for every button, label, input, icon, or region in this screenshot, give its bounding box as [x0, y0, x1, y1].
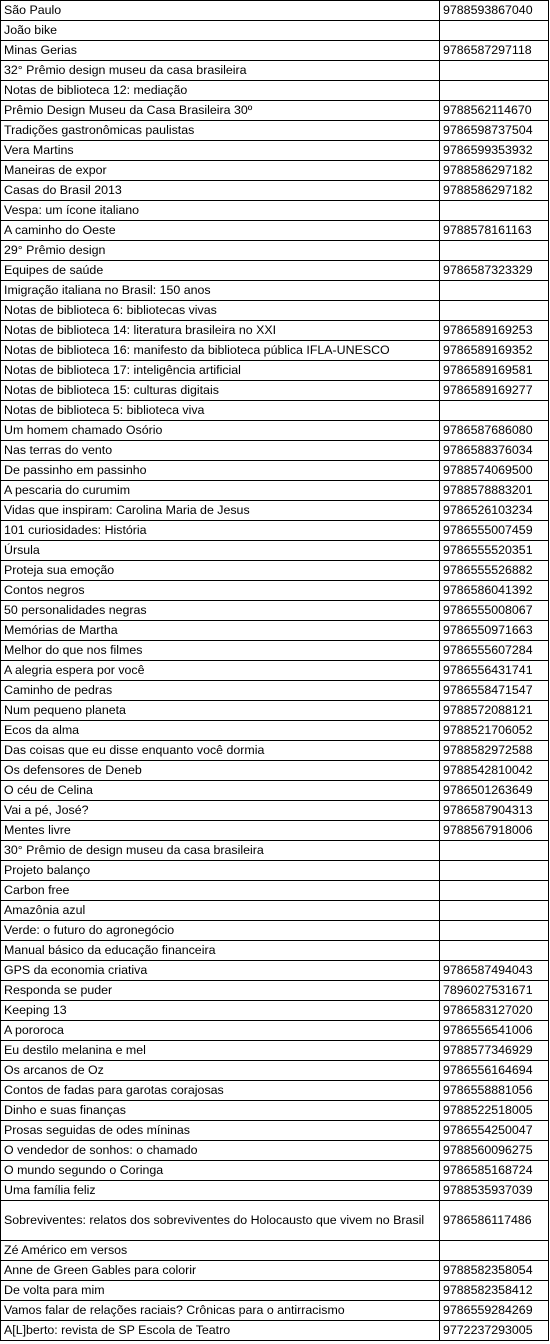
isbn-cell[interactable]: 9786555607284	[440, 641, 549, 661]
isbn-cell[interactable]	[440, 941, 549, 961]
title-cell[interactable]: Vamos falar de relações raciais? Crônicas para o antirracismo	[1, 1301, 440, 1321]
isbn-cell[interactable]: 9788582358412	[440, 1281, 549, 1301]
isbn-cell[interactable]: 9788567918006	[440, 821, 549, 841]
title-cell[interactable]: Sobreviventes: relatos dos sobreviventes do Holocausto que vivem no Brasil	[1, 1201, 440, 1241]
table-row	[1, 961, 549, 981]
isbn-cell[interactable]	[440, 201, 549, 221]
title-cell[interactable]: Anne de Green Gables para colorir	[1, 1261, 440, 1281]
title-cell[interactable]: Tradições gastronômicas paulistas	[1, 121, 440, 141]
isbn-cell[interactable]	[440, 921, 549, 941]
table-row	[1, 641, 549, 661]
title-cell[interactable]: De volta para mim	[1, 1281, 440, 1301]
title-cell[interactable]: O mundo segundo o Coringa	[1, 1161, 440, 1181]
title-cell[interactable]: Vidas que inspiram: Carolina Maria de Jesus	[1, 501, 440, 521]
table-row	[1, 1161, 549, 1181]
isbn-cell[interactable]: 9786555008067	[440, 601, 549, 621]
title-cell[interactable]: Caminho de pedras	[1, 681, 440, 701]
title-cell[interactable]: De passinho em passinho	[1, 461, 440, 481]
isbn-cell[interactable]: 9788578161163	[440, 221, 549, 241]
title-cell[interactable]: O céu de Celina	[1, 781, 440, 801]
table-row	[1, 1101, 549, 1121]
table-row	[1, 481, 549, 501]
title-cell[interactable]: Equipes de saúde	[1, 261, 440, 281]
table-row	[1, 1241, 549, 1261]
isbn-cell[interactable]: 9786554250047	[440, 1121, 549, 1141]
table-row	[1, 281, 549, 301]
table-row	[1, 541, 549, 561]
isbn-cell[interactable]: 9786587904313	[440, 801, 549, 821]
table-row	[1, 461, 549, 481]
table-row	[1, 261, 549, 281]
title-cell[interactable]: O vendedor de sonhos: o chamado	[1, 1141, 440, 1161]
table-row	[1, 621, 549, 641]
isbn-cell[interactable]: 9786556431741	[440, 661, 549, 681]
table-row	[1, 781, 549, 801]
title-cell[interactable]: Responda se puder	[1, 981, 440, 1001]
title-cell[interactable]: Os arcanos de Oz	[1, 1061, 440, 1081]
title-cell[interactable]: Notas de biblioteca 12: mediação	[1, 81, 440, 101]
title-cell[interactable]: Os defensores de Deneb	[1, 761, 440, 781]
title-cell[interactable]: Contos negros	[1, 581, 440, 601]
table-row	[1, 841, 549, 861]
isbn-cell[interactable]	[440, 81, 549, 101]
title-cell[interactable]: Num pequeno planeta	[1, 701, 440, 721]
isbn-cell[interactable]: 9788522518005	[440, 1101, 549, 1121]
title-cell[interactable]: Maneiras de expor	[1, 161, 440, 181]
table-row	[1, 81, 549, 101]
isbn-cell[interactable]: 9786555526882	[440, 561, 549, 581]
table-row	[1, 1081, 549, 1101]
isbn-cell[interactable]: 9786589169253	[440, 321, 549, 341]
table-row	[1, 581, 549, 601]
title-cell[interactable]: GPS da economia criativa	[1, 961, 440, 981]
title-cell[interactable]: Zé Américo em versos	[1, 1241, 440, 1261]
title-cell[interactable]: A pescaria do curumim	[1, 481, 440, 501]
title-cell[interactable]: Contos de fadas para garotas corajosas	[1, 1081, 440, 1101]
table-row	[1, 601, 549, 621]
table-row	[1, 501, 549, 521]
table-row	[1, 241, 549, 261]
table-row	[1, 101, 549, 121]
isbn-cell[interactable]: 9788586297182	[440, 161, 549, 181]
table-row	[1, 1001, 549, 1021]
title-cell[interactable]: Ecos da alma	[1, 721, 440, 741]
table-row	[1, 1181, 549, 1201]
table-row	[1, 901, 549, 921]
isbn-cell[interactable]: 9786599353932	[440, 141, 549, 161]
isbn-cell[interactable]: 9786526103234	[440, 501, 549, 521]
isbn-cell[interactable]: 9772237293005	[440, 1321, 549, 1341]
title-cell[interactable]: São Paulo	[1, 1, 440, 21]
isbn-cell[interactable]	[440, 61, 549, 81]
isbn-cell[interactable]: 9786587494043	[440, 961, 549, 981]
title-cell[interactable]: Mentes livre	[1, 821, 440, 841]
table-row	[1, 61, 549, 81]
isbn-cell[interactable]	[440, 861, 549, 881]
isbn-cell[interactable]	[440, 241, 549, 261]
table-row	[1, 221, 549, 241]
table-row	[1, 181, 549, 201]
table-row	[1, 41, 549, 61]
isbn-cell[interactable]: 9788578883201	[440, 481, 549, 501]
table-row	[1, 301, 549, 321]
title-cell[interactable]: A pororoca	[1, 1021, 440, 1041]
isbn-cell[interactable]	[440, 901, 549, 921]
isbn-cell[interactable]: 7896027531671	[440, 981, 549, 1001]
table-row	[1, 141, 549, 161]
title-cell[interactable]: Prêmio Design Museu da Casa Brasileira 30º	[1, 101, 440, 121]
isbn-cell[interactable]: 9786550971663	[440, 621, 549, 641]
isbn-cell[interactable]: 9786589169581	[440, 361, 549, 381]
isbn-cell[interactable]: 9786598737504	[440, 121, 549, 141]
title-cell[interactable]: A caminho do Oeste	[1, 221, 440, 241]
title-cell[interactable]: Minas Gerias	[1, 41, 440, 61]
isbn-cell[interactable]: 9786501263649	[440, 781, 549, 801]
title-cell[interactable]: Nas terras do vento	[1, 441, 440, 461]
isbn-cell[interactable]: 9786589169277	[440, 381, 549, 401]
table-row	[1, 1261, 549, 1281]
table-row	[1, 721, 549, 741]
isbn-cell[interactable]: 9788582972588	[440, 741, 549, 761]
isbn-cell[interactable]: 9786587297118	[440, 41, 549, 61]
table-row	[1, 1321, 549, 1341]
table-row	[1, 381, 549, 401]
isbn-cell[interactable]: 9786587686080	[440, 421, 549, 441]
isbn-cell[interactable]: 9786588376034	[440, 441, 549, 461]
isbn-cell[interactable]: 9786585168724	[440, 1161, 549, 1181]
table-row	[1, 1021, 549, 1041]
isbn-cell[interactable]	[440, 881, 549, 901]
title-cell[interactable]: Keeping 13	[1, 1001, 440, 1021]
title-cell[interactable]: Notas de biblioteca 16: manifesto da biblioteca pública IFLA-UNESCO	[1, 341, 440, 361]
title-cell[interactable]: 30° Prêmio de design museu da casa brasileira	[1, 841, 440, 861]
title-cell[interactable]: 50 personalidades negras	[1, 601, 440, 621]
title-cell[interactable]: 29° Prêmio design	[1, 241, 440, 261]
title-cell[interactable]: Notas de biblioteca 5: biblioteca viva	[1, 401, 440, 421]
title-cell[interactable]: Das coisas que eu disse enquanto você dormia	[1, 741, 440, 761]
title-cell[interactable]: Uma família feliz	[1, 1181, 440, 1201]
table-row	[1, 821, 549, 841]
isbn-cell[interactable]: 9788593867040	[440, 1, 549, 21]
isbn-cell[interactable]	[440, 841, 549, 861]
title-cell[interactable]: Casas do Brasil 2013	[1, 181, 440, 201]
table-row	[1, 741, 549, 761]
title-cell[interactable]: Notas de biblioteca 15: culturas digitais	[1, 381, 440, 401]
isbn-cell[interactable]: 9786559284269	[440, 1301, 549, 1321]
isbn-cell[interactable]: 9788574069500	[440, 461, 549, 481]
isbn-cell[interactable]: 9786583127020	[440, 1001, 549, 1021]
title-cell[interactable]: Notas de biblioteca 17: inteligência artificial	[1, 361, 440, 381]
title-cell[interactable]: 32° Prêmio design museu da casa brasileira	[1, 61, 440, 81]
title-cell[interactable]: Projeto balanço	[1, 861, 440, 881]
title-cell[interactable]: Proteja sua emoção	[1, 561, 440, 581]
table-row	[1, 401, 549, 421]
isbn-cell[interactable]: 9786555007459	[440, 521, 549, 541]
title-cell[interactable]: Melhor do que nos filmes	[1, 641, 440, 661]
title-cell[interactable]: Vai a pé, José?	[1, 801, 440, 821]
isbn-cell[interactable]: 9786556164694	[440, 1061, 549, 1081]
isbn-cell[interactable]: 9788560096275	[440, 1141, 549, 1161]
isbn-cell[interactable]	[440, 1241, 549, 1261]
table-row	[1, 1061, 549, 1081]
spreadsheet-body	[1, 1, 549, 1341]
title-cell[interactable]: Amazônia azul	[1, 901, 440, 921]
table-row	[1, 361, 549, 381]
isbn-cell[interactable]: 9786586041392	[440, 581, 549, 601]
table-row	[1, 321, 549, 341]
title-cell[interactable]: Dinho e suas finanças	[1, 1101, 440, 1121]
isbn-cell[interactable]: 9788535937039	[440, 1181, 549, 1201]
table-row	[1, 341, 549, 361]
table-row	[1, 1121, 549, 1141]
table-row	[1, 441, 549, 461]
table-row	[1, 521, 549, 541]
title-cell[interactable]: A alegria espera por você	[1, 661, 440, 681]
isbn-cell[interactable]: 9786587323329	[440, 261, 549, 281]
title-cell[interactable]: Vespa: um ícone italiano	[1, 201, 440, 221]
table-row	[1, 21, 549, 41]
table-row	[1, 661, 549, 681]
table-row	[1, 161, 549, 181]
table-row	[1, 861, 549, 881]
table-row	[1, 881, 549, 901]
isbn-cell[interactable]: 9788562114670	[440, 101, 549, 121]
isbn-cell[interactable]: 9786586117486	[440, 1201, 549, 1241]
title-cell[interactable]: Verde: o futuro do agronegócio	[1, 921, 440, 941]
isbn-cell[interactable]	[440, 281, 549, 301]
table-row	[1, 761, 549, 781]
table-row	[1, 981, 549, 1001]
isbn-cell[interactable]: 9788572088121	[440, 701, 549, 721]
table-row	[1, 701, 549, 721]
title-cell[interactable]: A[L]berto: revista de SP Escola de Teatro	[1, 1321, 440, 1341]
isbn-cell[interactable]: 9788577346929	[440, 1041, 549, 1061]
title-cell[interactable]: Um homem chamado Osório	[1, 421, 440, 441]
table-row	[1, 941, 549, 961]
table-row	[1, 561, 549, 581]
table-row	[1, 121, 549, 141]
title-cell[interactable]: Vera Martins	[1, 141, 440, 161]
title-cell[interactable]: Notas de biblioteca 14: literatura brasileira no XXI	[1, 321, 440, 341]
table-row	[1, 801, 549, 821]
table-row	[1, 1, 549, 21]
isbn-cell[interactable]: 9786555520351	[440, 541, 549, 561]
table-row	[1, 1201, 549, 1241]
table-row	[1, 201, 549, 221]
isbn-cell[interactable]	[440, 401, 549, 421]
isbn-cell[interactable]: 9788586297182	[440, 181, 549, 201]
title-cell[interactable]: Prosas seguidas de odes míninas	[1, 1121, 440, 1141]
isbn-cell[interactable]: 9786558881056	[440, 1081, 549, 1101]
table-row	[1, 421, 549, 441]
isbn-cell[interactable]: 9786556541006	[440, 1021, 549, 1041]
title-cell[interactable]: 101 curiosidades: História	[1, 521, 440, 541]
title-cell[interactable]: Eu destilo melanina e mel	[1, 1041, 440, 1061]
table-row	[1, 1141, 549, 1161]
title-cell[interactable]: Manual básico da educação financeira	[1, 941, 440, 961]
isbn-cell[interactable]: 9786558471547	[440, 681, 549, 701]
isbn-cell[interactable]	[440, 21, 549, 41]
table-row	[1, 1041, 549, 1061]
table-row	[1, 1301, 549, 1321]
table-row	[1, 681, 549, 701]
title-cell[interactable]: Imigração italiana no Brasil: 150 anos	[1, 281, 440, 301]
table-row	[1, 921, 549, 941]
title-cell[interactable]: Memórias de Martha	[1, 621, 440, 641]
isbn-cell[interactable]: 9788542810042	[440, 761, 549, 781]
title-cell[interactable]: Notas de biblioteca 6: bibliotecas vivas	[1, 301, 440, 321]
isbn-cell[interactable]: 9788521706052	[440, 721, 549, 741]
title-cell[interactable]: Carbon free	[1, 881, 440, 901]
title-cell[interactable]: João bike	[1, 21, 440, 41]
isbn-cell[interactable]: 9786589169352	[440, 341, 549, 361]
title-cell[interactable]: Úrsula	[1, 541, 440, 561]
table-row	[1, 1281, 549, 1301]
isbn-cell[interactable]	[440, 301, 549, 321]
isbn-cell[interactable]: 9788582358054	[440, 1261, 549, 1281]
